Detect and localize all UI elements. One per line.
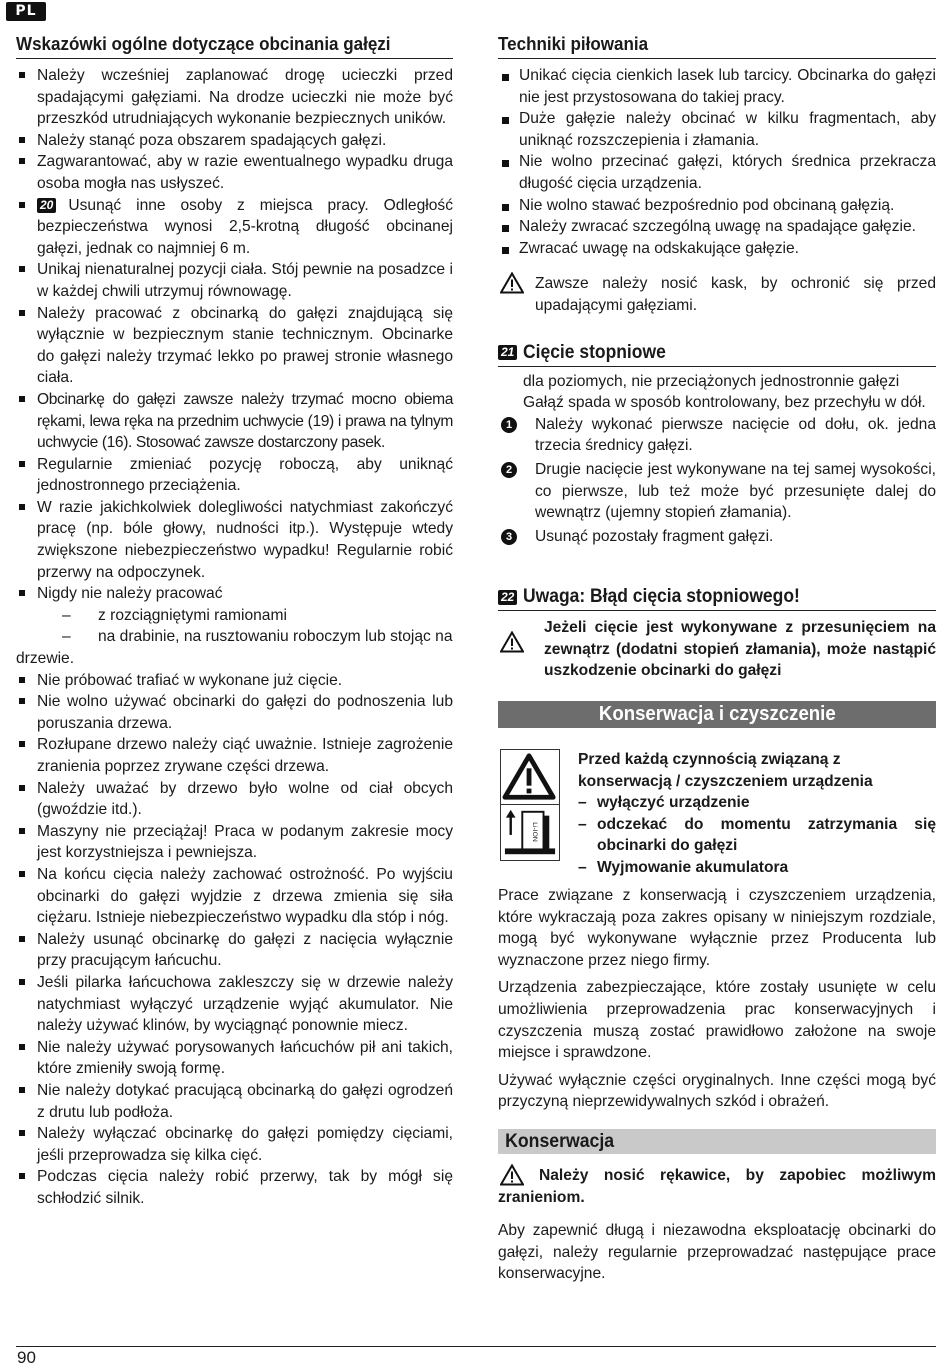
- list-item: W razie jakichkolwiek dolegliwości natychmiast zakończyć pracę (np. bóle głowy, nudności itp.). Występuje wtedy zwiększone niebezpieczeństwo wypadku! Regularnie robić przerwy na odpoczynek.: [16, 497, 453, 583]
- warning-icon: [500, 631, 524, 653]
- list-item: Regularnie zmieniać pozycję roboczą, aby uniknąć jednostronnego przeciążenia.: [16, 454, 453, 497]
- section-title-step-cut: 21 Cięcie stopniowe: [498, 341, 936, 367]
- section-title-sawing: Techniki piłowania: [498, 32, 936, 59]
- dash-item-cont: drzewie.: [16, 650, 75, 668]
- list-item: Należy wyłączać obcinarkę do gałęzi pomiędzy cięciami, jeśli przeprowadza się kilka cięć.: [16, 1123, 453, 1166]
- language-badge: PL: [6, 2, 46, 21]
- list-item: Nie wolno przecinać gałęzi, których średnica przekracza długość cięcia urządzenia.: [498, 151, 936, 194]
- battery-removal-icon: [501, 806, 559, 860]
- list-item: Nie należy dotykać pracującą obcinarką do gałęzi ogrodzeń z drutu lub podłoża.: [16, 1080, 453, 1123]
- warning-icon: [500, 272, 524, 294]
- list-item: Zagwarantować, aby w razie ewentualnego wypadku druga osoba mogła nas usłyszeć.: [16, 151, 453, 194]
- step-cut-intro: dla poziomych, nie przeciążonych jednostronnie gałęzi Gałąź spada w sposób kontrolowany, bez przechyłu w dół.: [523, 372, 926, 412]
- list-item: Należy uważać by drzewo było wolne od ciał obcych (gwoździe itd.).: [16, 778, 453, 821]
- list-item: Nie wolno używać obcinarki do gałęzi do podnoszenia lub poruszania drzewa.: [16, 691, 453, 734]
- konserwacja-band-title: Konserwacja: [498, 1129, 936, 1154]
- step-number-icon: 2: [501, 462, 517, 478]
- step-error-warning: Jeżeli cięcie jest wykonywane z przesunięciem na zewnątrz (dodatni stopień złamania), może nastąpić uszkodzenie obcinarki do gałęzi: [498, 617, 936, 682]
- precaution-item: – Wyjmowanie akumulatora: [578, 859, 789, 877]
- maintenance-paragraph: Prace związane z konserwacją i czyszczeniem urządzenia, które wykraczają poza zakres opisany w niniejszym rozdziale, mogą być wykonywane wyłącznie przez Producenta lub wyznaczone przez niego firmy.: [498, 887, 936, 969]
- list-item: Jeśli pilarka łańcuchowa zakleszczy się w drzewie należy natychmiast wyłączyć urządzenie wyjąć akumulator. Nie należy używać klinów, by wyciągnąć ponownie miecz.: [16, 972, 453, 1037]
- list-item: Należy usunąć obcinarkę do gałęzi z nacięcia wyłącznie przy pracującym łańcuchu.: [16, 929, 453, 972]
- list-item: Rozłupane drzewo należy ciąć uważnie. Istnieje zagrożenie zranienia poprzez zrywane części drzewa.: [16, 734, 453, 777]
- gloves-warning: Należy nosić rękawice, by zapobiec możliwym zranieniom.: [498, 1165, 936, 1208]
- step-item: 3 Usunąć pozostały fragment gałęzi.: [498, 526, 936, 548]
- step-number-icon: 1: [501, 417, 517, 433]
- page-number: 90: [17, 1348, 36, 1367]
- list-item: Podczas cięcia należy robić przerwy, tak by mógł się schłodzić silnik.: [16, 1166, 453, 1209]
- step-item: 1 Należy wykonać pierwsze nacięcie od dołu, ok. jedna trzecia średnicy gałęzi.: [498, 414, 936, 457]
- warning-icon: [501, 750, 559, 804]
- list-item: Nie należy używać porysowanych łańcuchów pił ani takich, które zmieniły swoją formę.: [16, 1037, 453, 1080]
- list-item: Należy stanąć poza obszarem spadających gałęzi.: [16, 130, 453, 152]
- list-item: Maszyny nie przeciążaj! Praca w podanym zakresie mocy jest korzystniejsza i pewniejsza.: [16, 821, 453, 864]
- svg-text:Li-ION: Li-ION: [530, 822, 538, 842]
- maintenance-paragraph: Używać wyłącznie części oryginalnych. Inne części mogą być przyczyną nieprzewidywalnych szkód i obrażeń.: [498, 1071, 936, 1111]
- list-item: Obcinarkę do gałęzi zawsze należy trzymać mocno obiema rękami, lewa ręka na przednim uchwycie (19) i prawa na tylnym uchwycie (16). Stosować zawsze dostarczony pasek.: [16, 389, 453, 454]
- list-item: Na końcu cięcia należy zachować ostrożność. Po wyjściu obcinarki do gałęzi wyjdzie z drzewa zmienia się siła ciężaru. Istnieje niebezpieczeństwo wypadku dla stóp i nóg.: [16, 864, 453, 929]
- figure-badge-20: 20: [37, 198, 56, 213]
- right-column: [498, 32, 936, 1285]
- precaution-item: – wyłączyć urządzenie: [578, 794, 750, 812]
- list-item: 20 Usunąć inne osoby z miejsca pracy. Odległość bezpieczeństwa wynosi 2,5-krotną długość obcinanej gałęzi, jednak co najmniej 6 m.: [16, 195, 453, 260]
- konserwacja-paragraph: Aby zapewnić długą i niezawodna eksploatację obcinarki do gałęzi, należy regularnie przeprowadzać następujące prace konserwacyjne.: [498, 1222, 936, 1283]
- dash-item: – z rozciągniętymi ramionami: [37, 605, 453, 627]
- sawing-techniques-list: [498, 65, 936, 259]
- precaution-item: – odczekać do momentu zatrzymania się obcinarki do gałęzi: [578, 815, 936, 855]
- left-column: [16, 32, 453, 1209]
- section-title-general: Wskazówki ogólne dotyczące obcinania gałęzi: [16, 32, 453, 59]
- figure-badge-22: 22: [498, 590, 517, 605]
- list-item: Zwracać uwagę na odskakujące gałęzie.: [498, 238, 936, 260]
- list-item: Nigdy nie należy pracować – z rozciągniętymi ramionami – na drabinie, na rusztowaniu roboczym lub stojąc na drzewie.: [16, 583, 453, 669]
- list-item: Duże gałęzie należy obcinać w kilku fragmentach, aby uniknąć rozszczepienia i złamania.: [498, 108, 936, 151]
- section-title-step-error: 22 Uwaga: Błąd cięcia stopniowego!: [498, 585, 936, 611]
- general-guidelines-list: [16, 65, 453, 1209]
- maintenance-band-title: Konserwacja i czyszczenie: [498, 701, 936, 728]
- maintenance-precaution-box: Li-ION Przed każdą czynnością związaną z konserwacją / czyszczeniem urządzenia – wyłączyć urządzenie – odczekać do momentu zatrzymania się obcinarki do gałęzi – Wyjmowanie akumulatora: [498, 749, 936, 879]
- footer-rule: [16, 1346, 936, 1347]
- list-item: Nie próbować trafiać w wykonane już cięcie.: [16, 670, 453, 692]
- list-item: Należy zwracać szczególną uwagę na spadające gałęzie.: [498, 216, 936, 238]
- maintenance-paragraph: Urządzenia zabezpieczające, które zostały usunięte w celu umożliwienia przeprowadzenia prac konserwacyjnych i czyszczenia muszą zostać prawidłowo założone na swoje miejsce i sprawdzone.: [498, 979, 936, 1062]
- list-item: Unikać cięcia cienkich lasek lub tarcicy. Obcinarka do gałęzi nie jest przystosowana do takiej pracy.: [498, 65, 936, 108]
- dash-item: – na drabinie, na rusztowaniu roboczym lub stojąc na: [37, 626, 453, 648]
- list-item: Należy pracować z obcinarką do gałęzi znajdującą się wyłącznie w bezpiecznym stanie technicznym. Obcinarke do gałęzi należy trzymać lekko po prawej stronie własnego ciała.: [16, 303, 453, 389]
- step-item: 2 Drugie nacięcie jest wykonywane na tej samej wysokości, co pierwsze, lub też może być przesunięte dalej do wewnątrz (ujemny stopień złamania).: [498, 459, 936, 524]
- helmet-warning: Zawsze należy nosić kask, by ochronić się przed upadającymi gałęziami.: [498, 273, 936, 316]
- step-number-icon: 3: [501, 529, 517, 545]
- list-item: Nie wolno stawać bezpośrednio pod obcinaną gałęzią.: [498, 195, 936, 217]
- list-item: Unikaj nienaturalnej pozycji ciała. Stój pewnie na posadzce i w każdej chwili utrzymuj równowagę.: [16, 259, 453, 302]
- figure-badge-21: 21: [498, 345, 517, 360]
- list-item: Należy wcześniej zaplanować drogę ucieczki przed spadającymi gałęziami. Na drodze ucieczki nie może być przeszkód utrudniających wykonanie bezpiecznych uników.: [16, 65, 453, 130]
- step-cut-steps: [498, 414, 936, 548]
- warning-icon: [500, 1164, 524, 1186]
- precaution-pictograms: [500, 749, 560, 861]
